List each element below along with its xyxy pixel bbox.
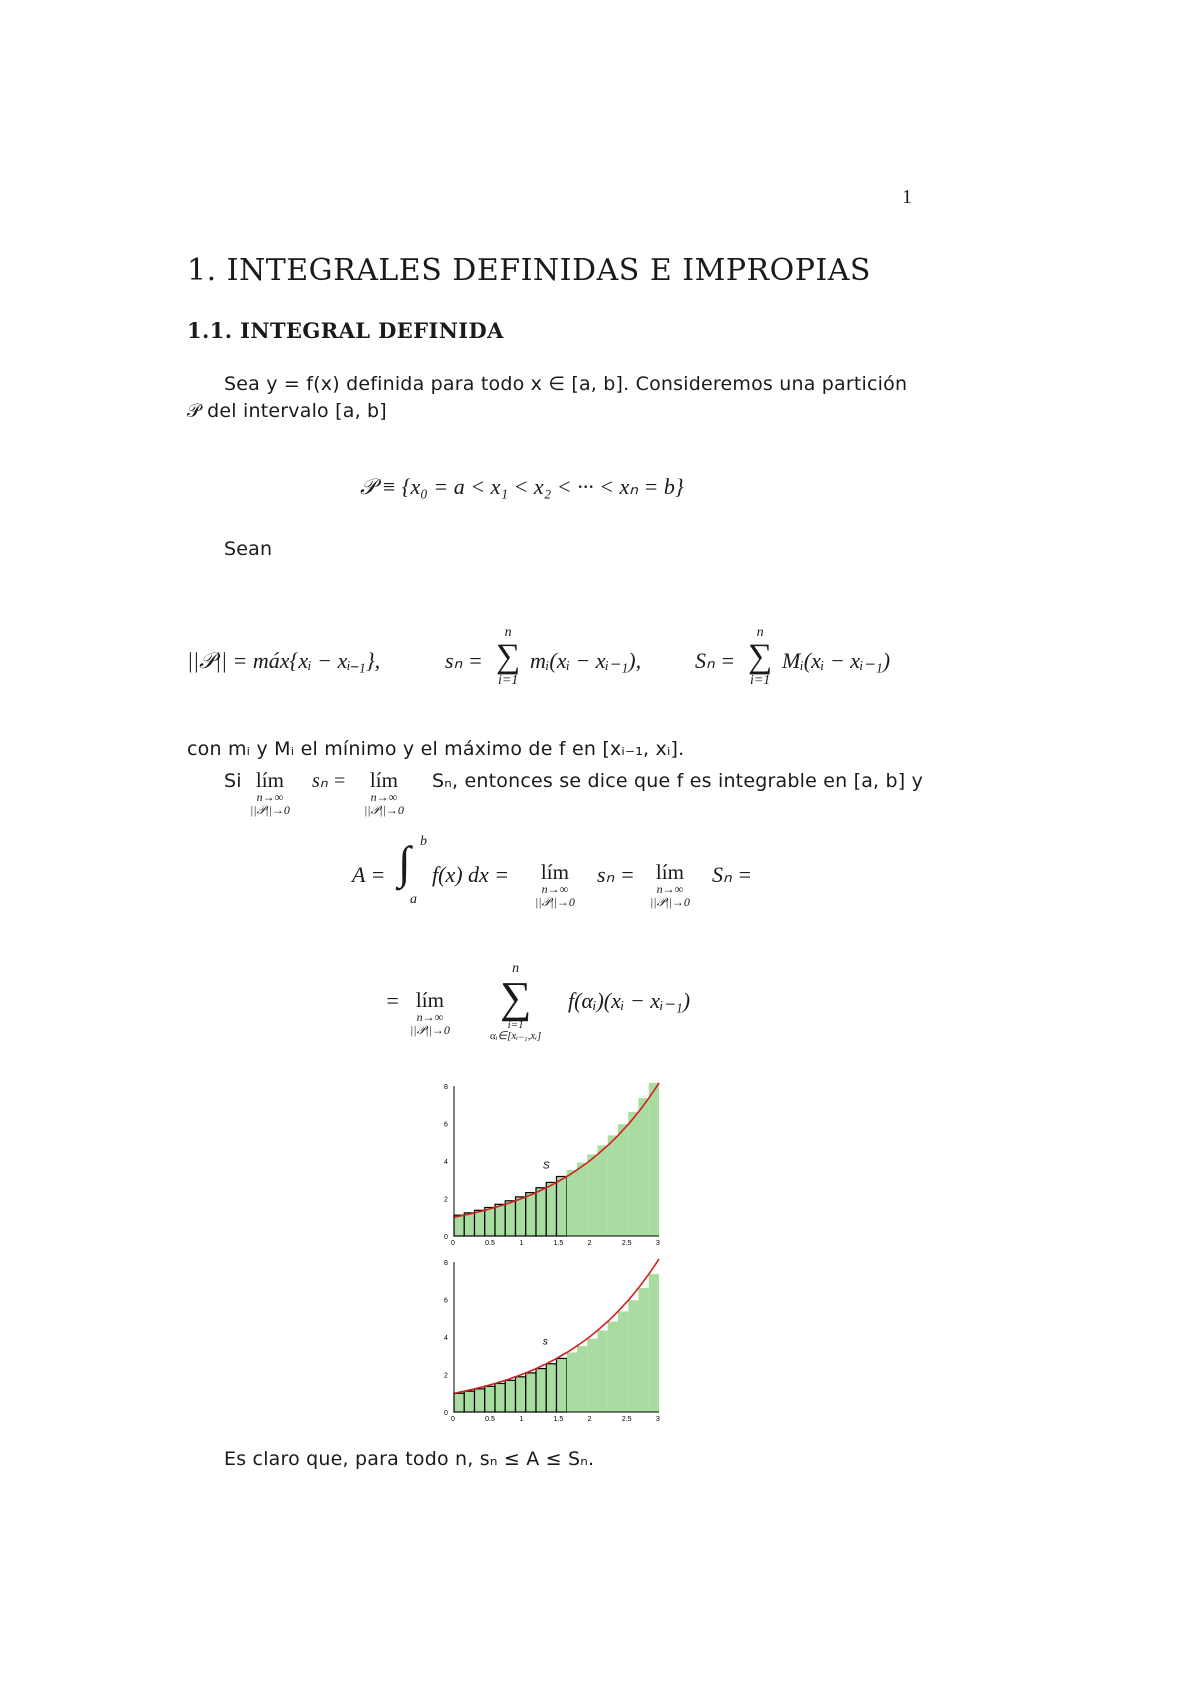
paragraph-line-1: Sea y = f(x) definida para todo x ∈ [a, b]. Consideremos una partición	[224, 373, 908, 395]
bar-6	[505, 1380, 515, 1412]
y-tick-label: 2	[444, 1196, 448, 1204]
bar-17	[618, 1311, 628, 1412]
x-tick-label: 0	[451, 1240, 455, 1247]
bar-12	[567, 1170, 577, 1236]
bar-3	[475, 1389, 485, 1412]
riemann-sum	[490, 962, 541, 1042]
conclusion: Es claro que, para todo n, sₙ ≤ A ≤ Sₙ.	[224, 1448, 595, 1470]
limit-3	[535, 862, 575, 909]
integral-lhs: A =	[352, 862, 386, 887]
bar-10	[546, 1364, 556, 1412]
lim-under-norm-4: ||𝒫||→0	[650, 895, 690, 910]
y-tick-label: 0	[444, 1410, 448, 1417]
limit-2	[364, 770, 404, 817]
norm-equation: ||𝒫|| = máx{xᵢ − xᵢ₋₁},	[187, 648, 381, 673]
sean-text: Sean	[224, 538, 273, 560]
bar-10	[546, 1182, 556, 1236]
sum-lower-2: i=1	[749, 673, 771, 688]
bar-16	[608, 1321, 618, 1412]
partition-equation: 𝒫 ≡ {x₀ = a < x₁ < x₂ < ··· < xₙ = b}	[360, 474, 684, 499]
bar-20	[649, 1274, 659, 1412]
paragraph-line-2: 𝒫 del intervalo [a, b]	[187, 400, 387, 422]
bar-20	[649, 1083, 659, 1236]
lim-under-n-4: n→∞	[656, 882, 684, 896]
x-tick-label: 2.5	[621, 1416, 632, 1423]
y-tick-label: 4	[444, 1159, 448, 1166]
bar-12	[567, 1352, 577, 1412]
bar-16	[608, 1135, 618, 1236]
riemann-prefix: =	[385, 988, 400, 1013]
sigma-symbol-3: ∑	[499, 973, 532, 1022]
sum-upper: n	[504, 625, 512, 640]
bar-14	[587, 1154, 597, 1236]
bar-8	[526, 1373, 536, 1412]
x-tick-label: 0	[451, 1416, 455, 1423]
x-tick-label: 1.5	[553, 1240, 564, 1247]
limit-4	[650, 862, 690, 909]
y-tick-label: 6	[444, 1121, 448, 1129]
y-tick-label: 4	[444, 1335, 448, 1342]
x-tick-label: 0.5	[485, 1240, 495, 1247]
bar-18	[628, 1300, 638, 1412]
int-end: Sₙ =	[712, 862, 753, 887]
bar-15	[598, 1330, 608, 1412]
bar-2	[464, 1213, 474, 1236]
bar-9	[536, 1369, 546, 1412]
lim-under-n-5: n→∞	[416, 1010, 444, 1024]
page-number: 1	[902, 186, 912, 208]
bar-15	[598, 1145, 608, 1236]
y-tick-label: 6	[444, 1297, 448, 1305]
bar-3	[475, 1210, 485, 1236]
bar-9	[536, 1188, 546, 1236]
upper-sum-figure	[436, 1080, 666, 1252]
si-prefix: Si	[224, 770, 242, 792]
figure-label: S	[542, 1160, 550, 1172]
sn-term: mᵢ(xᵢ − xᵢ₋₁),	[530, 648, 642, 673]
lower-sum-figure	[436, 1256, 666, 1428]
bar-19	[639, 1098, 649, 1236]
sum-sn	[496, 626, 520, 688]
bar-6	[505, 1201, 515, 1236]
lim-under-n-2: n→∞	[370, 790, 398, 804]
si-mid2: Sₙ, entonces se dice que f es integrable en [a, b] y	[432, 770, 924, 792]
sigma-symbol-2: ∑	[748, 638, 773, 675]
bar-13	[577, 1346, 587, 1412]
integral-sign: ∫	[398, 837, 411, 888]
y-tick-label: 0	[444, 1234, 448, 1241]
bar-1	[454, 1215, 464, 1236]
si-mid1: sₙ =	[312, 770, 347, 792]
Sn-lhs: Sₙ =	[695, 648, 736, 673]
lim-label-3: lím	[540, 860, 569, 884]
Sn-term: Mᵢ(xᵢ − xᵢ₋₁)	[782, 648, 891, 673]
integral-body: f(x) dx =	[432, 862, 510, 887]
int-mid: sₙ =	[597, 862, 635, 887]
bar-4	[485, 1386, 495, 1412]
riemann-sum-lower1: i=1	[507, 1019, 524, 1031]
chapter-title: 1. INTEGRALES DEFINIDAS E IMPROPIAS	[187, 253, 871, 288]
integral-upper: b	[420, 834, 427, 849]
integral-lower: a	[410, 892, 417, 907]
x-tick-label: 2.5	[621, 1240, 632, 1247]
x-tick-label: 3	[656, 1240, 660, 1247]
y-tick-label: 2	[444, 1372, 448, 1380]
y-tick-label: 8	[444, 1084, 448, 1091]
sum-upper-2: n	[756, 625, 764, 640]
bar-17	[618, 1124, 628, 1236]
bar-19	[639, 1288, 649, 1412]
y-tick-label: 8	[444, 1260, 448, 1267]
x-tick-label: 1	[519, 1240, 524, 1247]
limit-1	[250, 770, 290, 817]
bar-11	[557, 1176, 567, 1236]
riemann-sum-lower2: αᵢ∈[xᵢ₋₁,xᵢ]	[490, 1030, 542, 1042]
sn-lhs: sₙ =	[445, 648, 483, 673]
limit-5	[410, 990, 450, 1037]
bar-11	[557, 1358, 567, 1412]
lim-under-n-3: n→∞	[541, 882, 569, 896]
bar-13	[577, 1163, 587, 1236]
x-tick-label: 0.5	[485, 1416, 495, 1423]
riemann-term: f(αᵢ)(xᵢ − xᵢ₋₁)	[568, 988, 691, 1013]
bar-8	[526, 1193, 536, 1236]
bar-5	[495, 1204, 505, 1236]
lim-under-norm-3: ||𝒫||→0	[535, 895, 575, 910]
lim-under-norm: ||𝒫||→0	[250, 803, 290, 818]
lim-label-4: lím	[655, 860, 684, 884]
x-tick-label: 1.5	[553, 1416, 564, 1423]
bar-1	[454, 1393, 464, 1412]
bar-7	[516, 1197, 526, 1236]
bar-4	[485, 1207, 495, 1236]
lim-label: lím	[255, 768, 284, 792]
x-tick-label: 1	[519, 1416, 524, 1423]
x-tick-label: 2	[587, 1240, 592, 1247]
bar-5	[495, 1383, 505, 1412]
x-tick-label: 2	[587, 1416, 592, 1423]
bar-14	[587, 1339, 597, 1412]
sum-lower: i=1	[497, 673, 519, 688]
bar-2	[464, 1391, 474, 1412]
lim-under-norm-5: ||𝒫||→0	[410, 1023, 450, 1038]
section-title: 1.1. INTEGRAL DEFINIDA	[187, 318, 504, 343]
lim-label-2: lím	[369, 768, 398, 792]
figure-label: s	[542, 1336, 548, 1348]
lim-label-5: lím	[415, 988, 444, 1012]
sum-Sn	[748, 626, 772, 688]
bar-7	[516, 1377, 526, 1412]
x-tick-label: 3	[656, 1416, 660, 1423]
bar-18	[628, 1112, 638, 1236]
riemann-sum-upper: n	[512, 961, 520, 976]
lim-under-n: n→∞	[256, 790, 284, 804]
con-line: con mᵢ y Mᵢ el mínimo y el máximo de f en [xᵢ₋₁, xᵢ].	[187, 738, 685, 760]
sigma-symbol: ∑	[496, 638, 521, 675]
lim-under-norm-2: ||𝒫||→0	[364, 803, 404, 818]
